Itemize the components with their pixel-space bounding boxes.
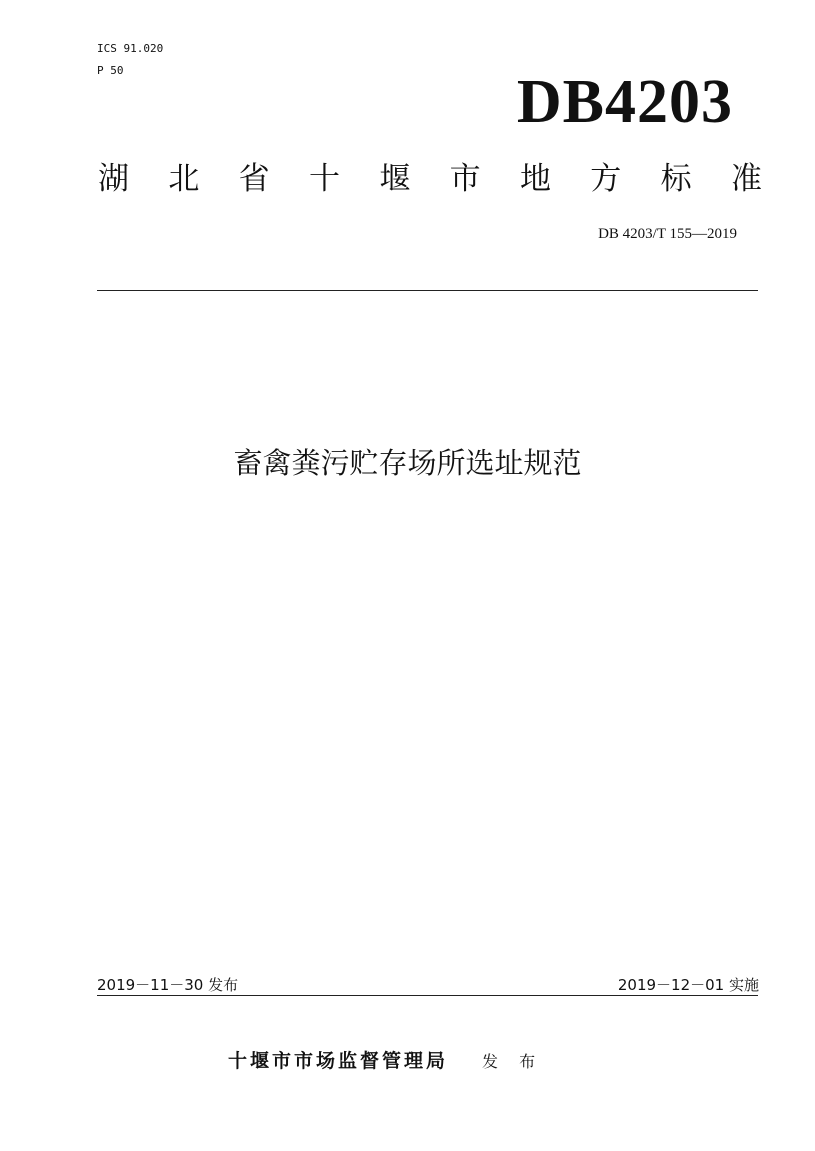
category-char: 准	[730, 161, 762, 197]
ics-code: ICS 91.020	[97, 42, 164, 55]
footer-divider	[97, 995, 758, 996]
publisher-line	[228, 1048, 543, 1075]
standard-code-large: DB4203	[516, 68, 733, 136]
standard-number: DB 4203/T 155—2019	[598, 226, 737, 242]
category-char: 地	[519, 161, 551, 197]
ccs-code: P 50	[97, 64, 124, 77]
category-char: 省	[238, 161, 270, 197]
category-char: 北	[168, 161, 200, 197]
publish-label: 发 布	[482, 1052, 544, 1071]
standard-category	[98, 157, 762, 201]
category-char: 十	[308, 161, 340, 197]
document-title-text: 畜禽粪污贮存场所选址规范	[233, 446, 582, 480]
category-char: 堰	[379, 161, 411, 197]
implementation-date: 2019－12－01 实施	[617, 976, 759, 994]
category-char: 标	[660, 161, 692, 197]
document-title	[0, 442, 815, 484]
category-char: 方	[590, 161, 622, 197]
publisher-name: 十堰市市场监督管理局	[228, 1050, 449, 1072]
category-char: 湖	[98, 161, 129, 197]
issue-date: 2019－11－30 发布	[97, 976, 239, 994]
category-char: 市	[449, 161, 481, 197]
header-divider	[97, 290, 758, 291]
